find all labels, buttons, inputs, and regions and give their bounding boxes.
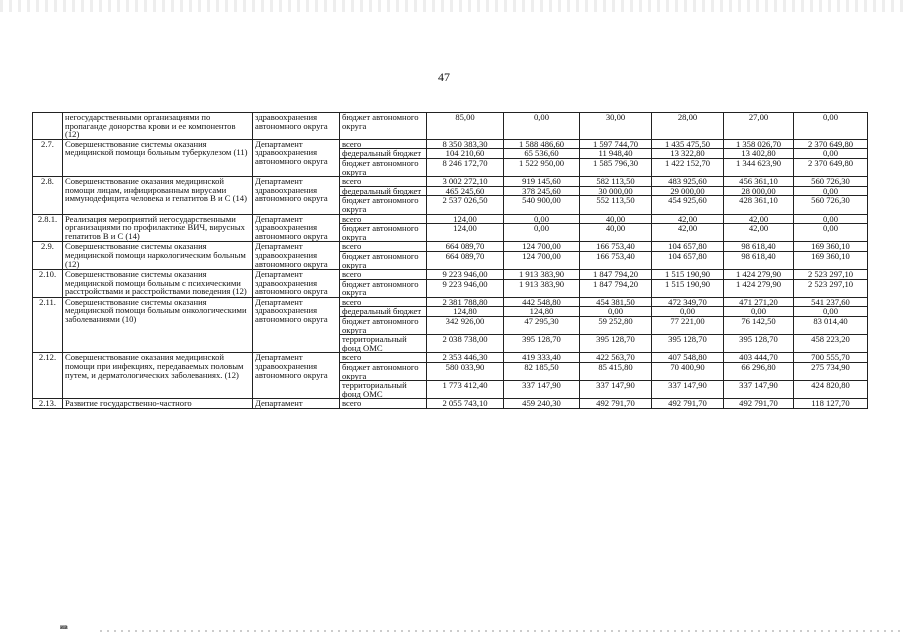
scan-noise-bottom <box>100 630 900 632</box>
amount-cell: 492 791,70 <box>652 399 724 409</box>
table-row <box>33 139 868 149</box>
amount-cell: 65 536,60 <box>504 149 580 159</box>
funding-source: всего <box>340 353 427 363</box>
amount-cell: 919 145,60 <box>504 177 580 187</box>
amount-cell: 2 055 743,10 <box>427 399 504 409</box>
amount-cell: 1 424 279,90 <box>724 270 794 280</box>
amount-cell: 83 014,40 <box>794 317 868 335</box>
amount-cell: 2 523 297,10 <box>794 270 868 280</box>
amount-cell: 169 360,10 <box>794 242 868 252</box>
activity-description: Совершенствование оказания медицинской помощи при инфекциях, передаваемых половым путем, и дерматологических заболеваниях. (12) <box>63 353 253 399</box>
amount-cell: 1 344 623,90 <box>724 158 794 176</box>
amount-cell: 483 925,60 <box>652 177 724 187</box>
funding-source: территориальный фонд ОМС <box>340 381 427 399</box>
amount-cell: 2 381 788,80 <box>427 297 504 307</box>
amount-cell: 337 147,90 <box>580 381 652 399</box>
amount-cell: 0,00 <box>504 214 580 224</box>
amount-cell: 560 726,30 <box>794 196 868 214</box>
amount-cell: 124,80 <box>427 307 504 317</box>
activity-description: Развитие государственно-частного <box>63 399 253 409</box>
amount-cell: 580 033,90 <box>427 363 504 381</box>
amount-cell: 0,00 <box>794 149 868 159</box>
funding-source: бюджет автономного округа <box>340 279 427 297</box>
row-number: 2.7. <box>33 139 63 176</box>
amount-cell: 459 240,30 <box>504 399 580 409</box>
amount-cell: 2 038 738,00 <box>427 335 504 353</box>
amount-cell: 13 402,80 <box>724 149 794 159</box>
amount-cell: 166 753,40 <box>580 242 652 252</box>
scan-noise-top <box>0 0 905 12</box>
table-row <box>33 270 868 280</box>
funding-source: федеральный бюджет <box>340 307 427 317</box>
amount-cell: 42,00 <box>652 214 724 224</box>
amount-cell: 104 657,80 <box>652 251 724 269</box>
funding-source: всего <box>340 399 427 409</box>
row-number: 2.9. <box>33 242 63 270</box>
funding-source: федеральный бюджет <box>340 149 427 159</box>
amount-cell: 1 773 412,40 <box>427 381 504 399</box>
executor: Департамент здравоохранения автономного округа <box>253 270 340 298</box>
amount-cell: 1 515 190,90 <box>652 279 724 297</box>
amount-cell: 403 444,70 <box>724 353 794 363</box>
executor: Департамент здравоохранения автономного округа <box>253 177 340 214</box>
funding-source: бюджет автономного округа <box>340 317 427 335</box>
amount-cell: 124,80 <box>504 307 580 317</box>
amount-cell: 2 370 649,80 <box>794 158 868 176</box>
amount-cell: 0,00 <box>794 224 868 242</box>
amount-cell: 9 223 946,00 <box>427 279 504 297</box>
amount-cell: 124 700,00 <box>504 251 580 269</box>
executor: здравоохранения автономного округа <box>253 113 340 140</box>
amount-cell: 0,00 <box>504 224 580 242</box>
amount-cell: 2 537 026,50 <box>427 196 504 214</box>
amount-cell: 471 271,20 <box>724 297 794 307</box>
funding-source: всего <box>340 139 427 149</box>
amount-cell: 77 221,00 <box>652 317 724 335</box>
amount-cell: 664 089,70 <box>427 242 504 252</box>
amount-cell: 0,00 <box>580 307 652 317</box>
amount-cell: 342 926,00 <box>427 317 504 335</box>
funding-source: территориальный фонд ОМС <box>340 335 427 353</box>
amount-cell: 378 245,60 <box>504 186 580 196</box>
amount-cell: 0,00 <box>794 186 868 196</box>
amount-cell: 700 555,70 <box>794 353 868 363</box>
executor: Департамент <box>253 399 340 409</box>
amount-cell: 82 185,50 <box>504 363 580 381</box>
activity-description: Совершенствование системы оказания медицинской помощи больным с психическими расстройствами и расстройствами поведения (12) <box>63 270 253 298</box>
amount-cell: 166 753,40 <box>580 251 652 269</box>
amount-cell: 8 246 172,70 <box>427 158 504 176</box>
amount-cell: 42,00 <box>652 224 724 242</box>
amount-cell: 0,00 <box>794 214 868 224</box>
amount-cell: 1 424 279,90 <box>724 279 794 297</box>
amount-cell: 85 415,80 <box>580 363 652 381</box>
amount-cell: 118 127,70 <box>794 399 868 409</box>
row-number: 2.8. <box>33 177 63 214</box>
amount-cell: 66 296,80 <box>724 363 794 381</box>
amount-cell: 70 400,90 <box>652 363 724 381</box>
amount-cell: 552 113,50 <box>580 196 652 214</box>
amount-cell: 29 000,00 <box>652 186 724 196</box>
amount-cell: 560 726,30 <box>794 177 868 187</box>
table-body <box>33 113 868 409</box>
amount-cell: 472 349,70 <box>652 297 724 307</box>
amount-cell: 1 585 796,30 <box>580 158 652 176</box>
executor: Департамент здравоохранения автономного округа <box>253 214 340 242</box>
table-row <box>33 242 868 252</box>
amount-cell: 2 370 649,80 <box>794 139 868 149</box>
table-row <box>33 353 868 363</box>
amount-cell: 30,00 <box>580 113 652 140</box>
funding-source: бюджет автономного округа <box>340 251 427 269</box>
amount-cell: 1 515 190,90 <box>652 270 724 280</box>
row-number: 2.8.1. <box>33 214 63 242</box>
amount-cell: 40,00 <box>580 214 652 224</box>
budget-table <box>32 112 868 409</box>
amount-cell: 104 657,80 <box>652 242 724 252</box>
amount-cell: 541 237,60 <box>794 297 868 307</box>
activity-description: Совершенствование системы оказания медицинской помощи больным туберкулезом (11) <box>63 139 253 176</box>
amount-cell: 76 142,50 <box>724 317 794 335</box>
amount-cell: 456 361,10 <box>724 177 794 187</box>
amount-cell: 1 847 794,20 <box>580 279 652 297</box>
amount-cell: 104 210,60 <box>427 149 504 159</box>
amount-cell: 11 948,40 <box>580 149 652 159</box>
amount-cell: 454 381,50 <box>580 297 652 307</box>
amount-cell: 337 147,90 <box>652 381 724 399</box>
executor: Департамент здравоохранения автономного округа <box>253 353 340 399</box>
amount-cell: 47 295,30 <box>504 317 580 335</box>
amount-cell: 492 791,70 <box>724 399 794 409</box>
amount-cell: 1 422 152,70 <box>652 158 724 176</box>
table-row <box>33 177 868 187</box>
amount-cell: 42,00 <box>724 214 794 224</box>
amount-cell: 40,00 <box>580 224 652 242</box>
funding-source: федеральный бюджет <box>340 186 427 196</box>
amount-cell: 0,00 <box>652 307 724 317</box>
activity-description: Совершенствование системы оказания медицинской помощи больным онкологическими заболеваниями (10) <box>63 297 253 353</box>
row-number: 2.13. <box>33 399 63 409</box>
amount-cell: 3 002 272,10 <box>427 177 504 187</box>
funding-source: всего <box>340 270 427 280</box>
amount-cell: 275 734,90 <box>794 363 868 381</box>
amount-cell: 492 791,70 <box>580 399 652 409</box>
amount-cell: 454 925,60 <box>652 196 724 214</box>
amount-cell: 664 089,70 <box>427 251 504 269</box>
amount-cell: 337 147,90 <box>504 381 580 399</box>
amount-cell: 59 252,80 <box>580 317 652 335</box>
funding-source: всего <box>340 242 427 252</box>
amount-cell: 124 700,00 <box>504 242 580 252</box>
amount-cell: 1 597 744,70 <box>580 139 652 149</box>
funding-source: всего <box>340 177 427 187</box>
amount-cell: 407 548,80 <box>652 353 724 363</box>
amount-cell: 395 128,70 <box>580 335 652 353</box>
amount-cell: 442 548,80 <box>504 297 580 307</box>
amount-cell: 1 847 794,20 <box>580 270 652 280</box>
amount-cell: 9 223 946,00 <box>427 270 504 280</box>
funding-source: бюджет автономного округа <box>340 196 427 214</box>
amount-cell: 0,00 <box>724 307 794 317</box>
amount-cell: 422 563,70 <box>580 353 652 363</box>
amount-cell: 0,00 <box>794 307 868 317</box>
table-row <box>33 399 868 409</box>
page-number: 47 <box>438 70 450 84</box>
amount-cell: 27,00 <box>724 113 794 140</box>
executor: Департамент здравоохранения автономного округа <box>253 242 340 270</box>
amount-cell: 13 322,80 <box>652 149 724 159</box>
amount-cell: 540 900,00 <box>504 196 580 214</box>
funding-source: бюджет автономного округа <box>340 158 427 176</box>
amount-cell: 395 128,70 <box>504 335 580 353</box>
amount-cell: 1 522 950,00 <box>504 158 580 176</box>
amount-cell: 0,00 <box>504 113 580 140</box>
amount-cell: 1 913 383,90 <box>504 270 580 280</box>
activity-description: негосударственными организациями по пропаганде донорства крови и ее компонентов (12) <box>63 113 253 140</box>
amount-cell: 124,00 <box>427 214 504 224</box>
activity-description: Совершенствование оказания медицинской помощи лицам, инфицированным вирусами иммунодефицита человека и гепатитов В и С (14) <box>63 177 253 214</box>
row-number: 2.11. <box>33 297 63 353</box>
row-number: 2.10. <box>33 270 63 298</box>
amount-cell: 1 588 486,60 <box>504 139 580 149</box>
row-number: 2.12. <box>33 353 63 399</box>
amount-cell: 419 333,40 <box>504 353 580 363</box>
amount-cell: 2 523 297,10 <box>794 279 868 297</box>
amount-cell: 465 245,60 <box>427 186 504 196</box>
footer-mark: ив <box>60 623 68 631</box>
row-number <box>33 113 63 140</box>
amount-cell: 337 147,90 <box>724 381 794 399</box>
table-row <box>33 113 868 140</box>
amount-cell: 428 361,10 <box>724 196 794 214</box>
activity-description: Совершенствование системы оказания медицинской помощи наркологическим больным (12) <box>63 242 253 270</box>
amount-cell: 395 128,70 <box>724 335 794 353</box>
table-row <box>33 297 868 307</box>
amount-cell: 98 618,40 <box>724 251 794 269</box>
executor: Департамент здравоохранения автономного округа <box>253 297 340 353</box>
funding-source: бюджет автономного округа <box>340 363 427 381</box>
amount-cell: 85,00 <box>427 113 504 140</box>
amount-cell: 424 820,80 <box>794 381 868 399</box>
funding-source: бюджет автономного округа <box>340 113 427 140</box>
funding-source: бюджет автономного округа <box>340 224 427 242</box>
amount-cell: 98 618,40 <box>724 242 794 252</box>
amount-cell: 124,00 <box>427 224 504 242</box>
amount-cell: 582 113,50 <box>580 177 652 187</box>
amount-cell: 1 913 383,90 <box>504 279 580 297</box>
executor: Департамент здравоохранения автономного округа <box>253 139 340 176</box>
amount-cell: 42,00 <box>724 224 794 242</box>
table-row <box>33 214 868 224</box>
amount-cell: 169 360,10 <box>794 251 868 269</box>
amount-cell: 395 128,70 <box>652 335 724 353</box>
activity-description: Реализация мероприятий негосударственными организациями по профилактике ВИЧ, вирусных гепатитов В и С (14) <box>63 214 253 242</box>
amount-cell: 28 000,00 <box>724 186 794 196</box>
amount-cell: 30 000,00 <box>580 186 652 196</box>
amount-cell: 1 435 475,50 <box>652 139 724 149</box>
funding-source: всего <box>340 214 427 224</box>
funding-source: всего <box>340 297 427 307</box>
amount-cell: 458 223,20 <box>794 335 868 353</box>
amount-cell: 0,00 <box>794 113 868 140</box>
amount-cell: 28,00 <box>652 113 724 140</box>
amount-cell: 8 350 383,30 <box>427 139 504 149</box>
amount-cell: 1 358 026,70 <box>724 139 794 149</box>
amount-cell: 2 353 446,30 <box>427 353 504 363</box>
